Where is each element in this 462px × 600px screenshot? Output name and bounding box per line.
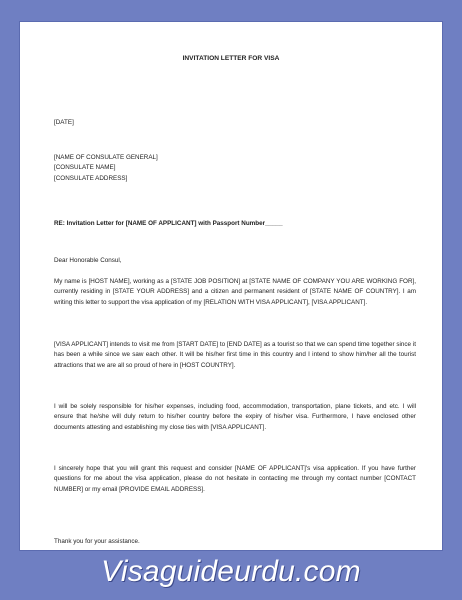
closing-text: Thank you for your assistance. <box>54 538 140 545</box>
paragraph: My name is [HOST NAME], working as a [STATE JOB POSITION] at [STATE NAME OF COMPANY YOU ARE WORKING FOR], currently residing in [STATE YOUR ADDRESS] and a citizen and permanent resident of [STATE NAME OF COUNTRY]. I am writing this letter to support the visa application of my [RELATION WITH VISA APPLICANT], [VISA APPLICANT]. <box>54 278 416 306</box>
paragraph: I will be solely responsible for his/her expenses, including food, accommodation, transportation, plane tickets, and etc. I will ensure that he/she will duly return to his/her country before the expiry of his/her visa. Furthermore, I have enclosed other documents attesting and establishing my close ties with [VISA APPLICANT]. <box>54 403 416 431</box>
address-line: [NAME OF CONSULATE GENERAL] <box>54 154 158 161</box>
site-watermark: Visaguideurdu.com <box>101 555 361 588</box>
subject-line <box>54 219 416 229</box>
consulate-address <box>54 153 416 184</box>
address-line: [CONSULATE ADDRESS] <box>54 174 128 182</box>
letter-date <box>54 118 416 128</box>
letter-page <box>20 22 442 550</box>
letter-title: INVITATION LETTER FOR VISA <box>182 55 280 62</box>
date-placeholder: [DATE] <box>54 119 74 126</box>
re-line: RE: Invitation Letter for [NAME OF APPLICANT] with Passport Number_____ <box>54 220 283 227</box>
paragraph: [VISA APPLICANT] intends to visit me from [START DATE] to [END DATE] as a tourist so that we can spend time together since it has been a while since we saw each other. It will be his/her first time in this country and I intend to show him/her all the tourist attractions that we are all so proud of here in [HOST COUNTRY]. <box>54 341 416 369</box>
salutation <box>54 256 416 266</box>
closing <box>54 537 416 547</box>
address-line: [CONSULATE NAME] <box>54 164 116 172</box>
salutation-text: Dear Honorable Consul, <box>54 257 122 264</box>
paragraph: I sincerely hope that you will grant this request and consider [NAME OF APPLICANT]'s visa application. If you have further questions for me about the visa application, please do not hesitate in contacting me through my contact number [CONTACT NUMBER] or my email [PROVIDE EMAIL ADDRESS]. <box>54 465 416 493</box>
